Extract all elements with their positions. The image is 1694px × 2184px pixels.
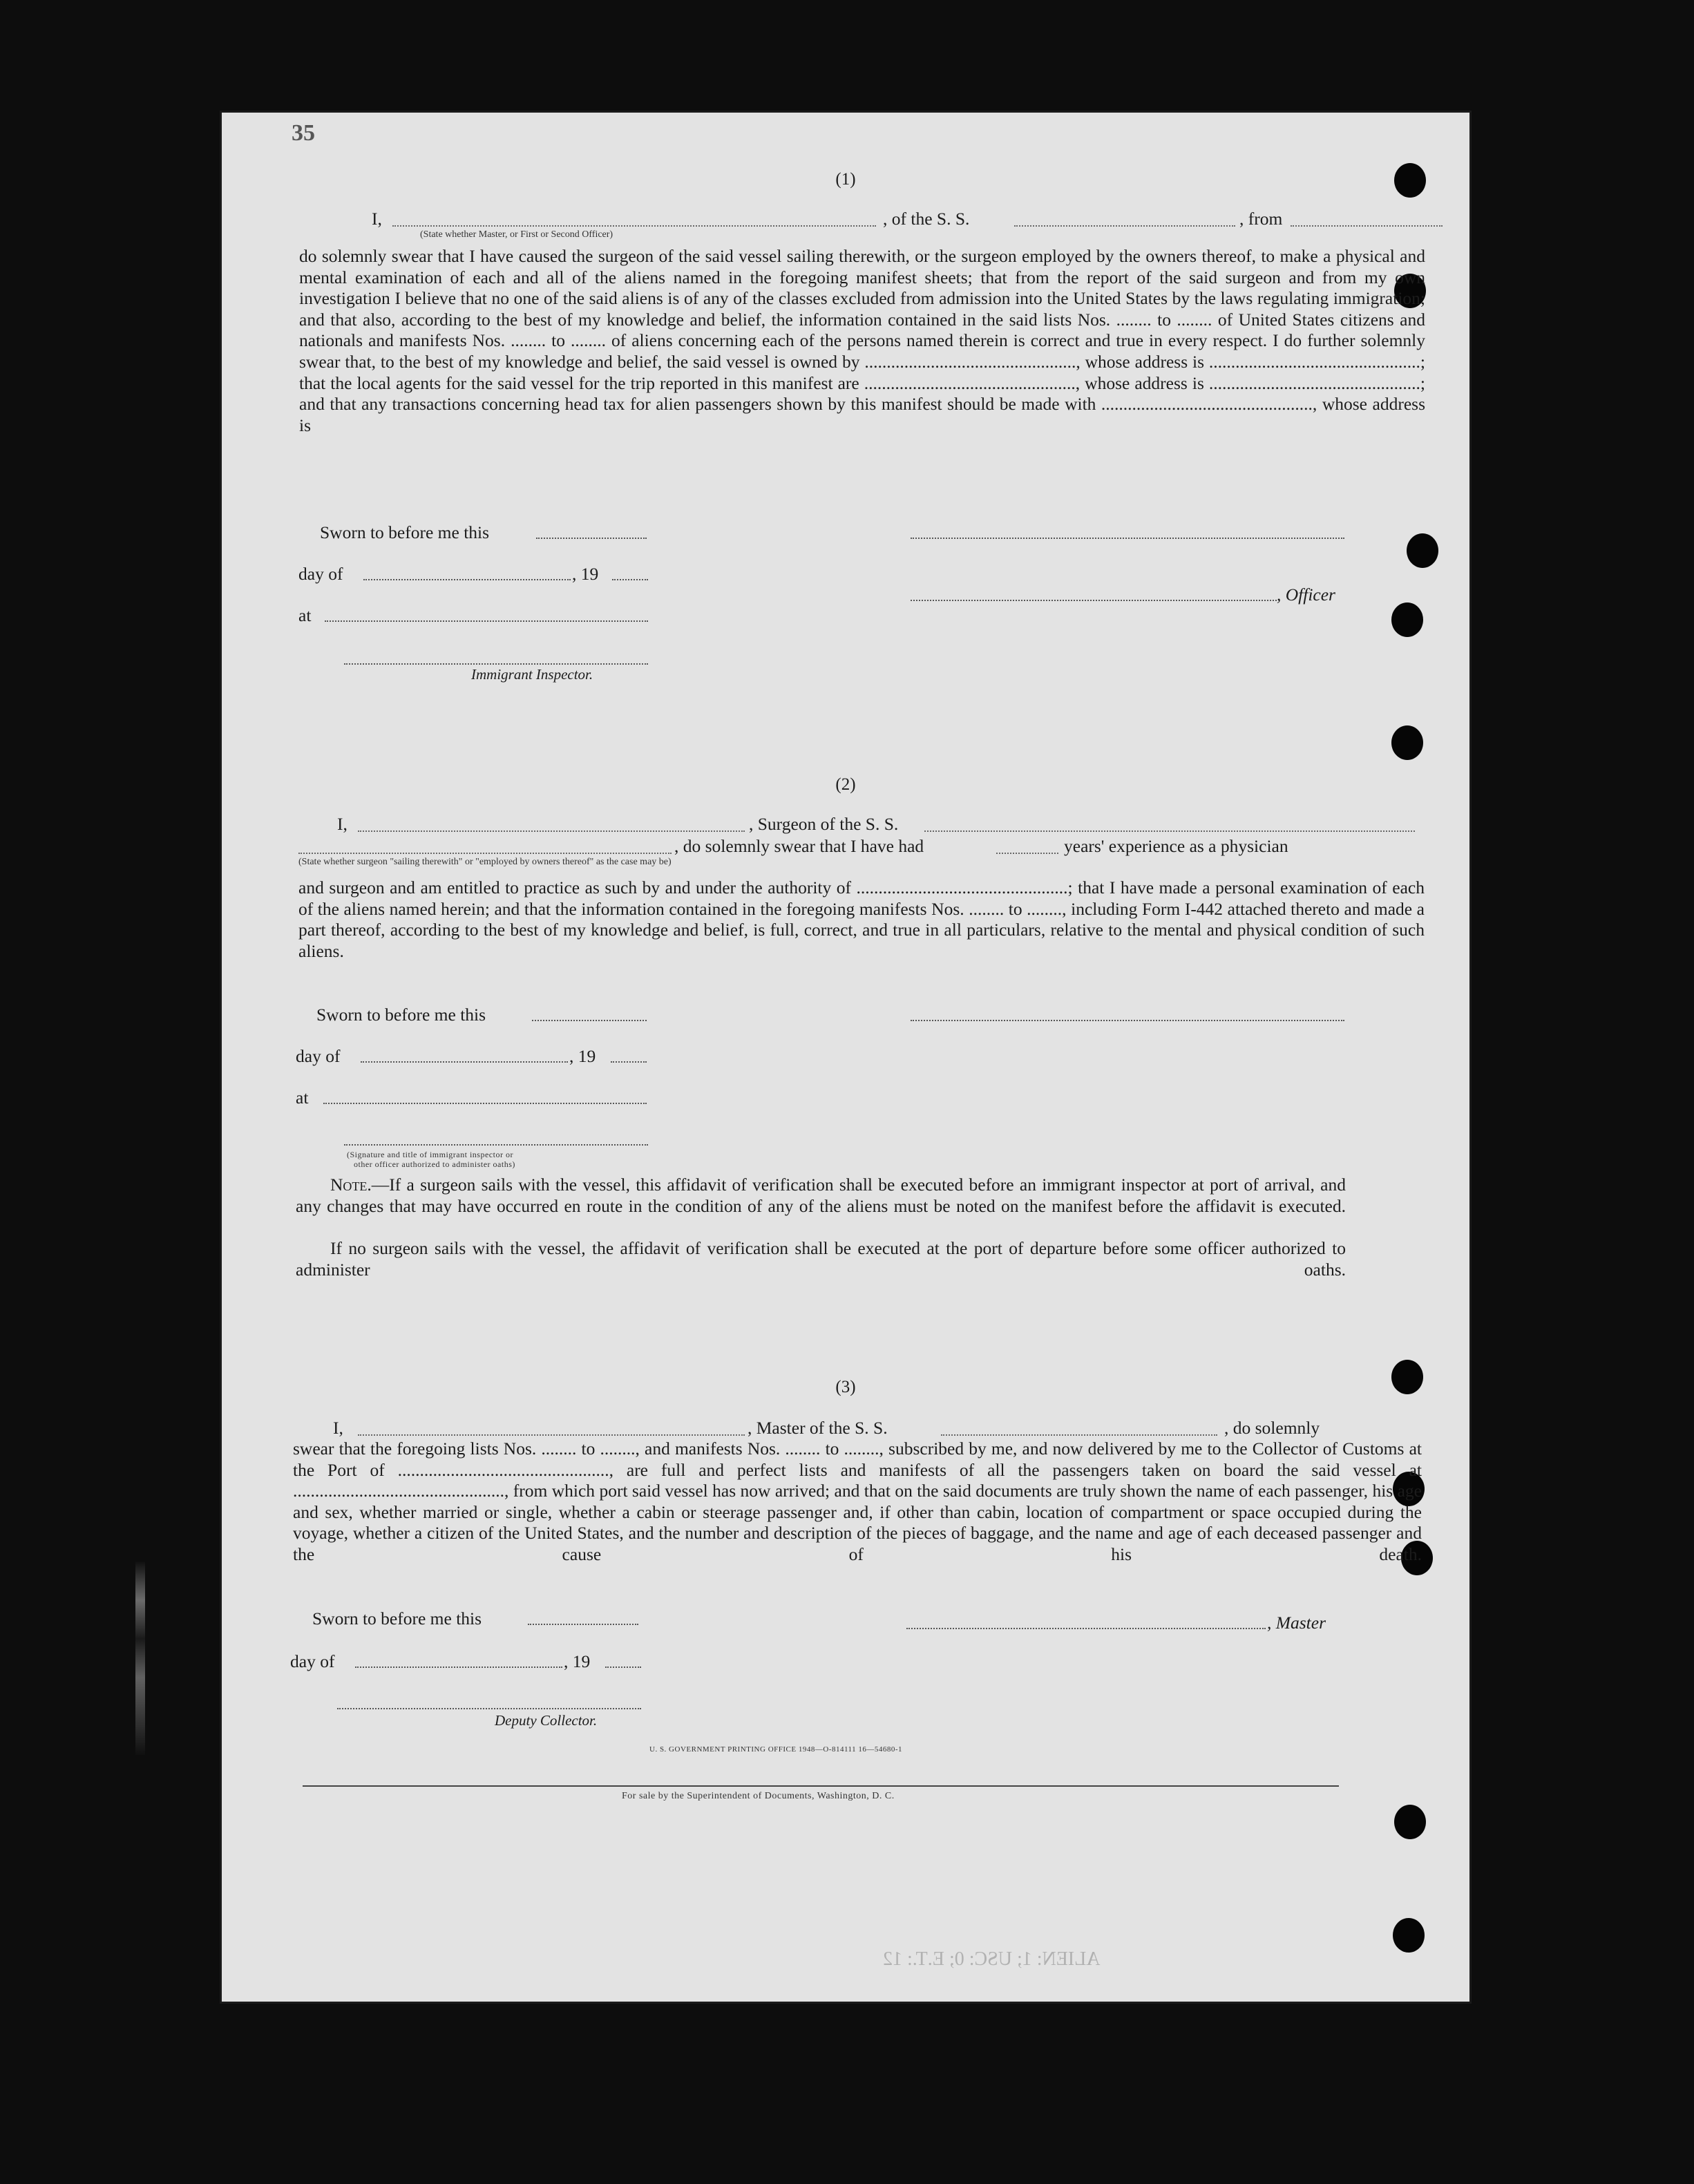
intro-i-3: I,	[333, 1418, 343, 1438]
officer-label: , Officer	[1277, 585, 1335, 605]
scan-artifact	[135, 1561, 145, 1755]
sig-note-line-2: other officer authorized to administer oaths)	[354, 1159, 515, 1169]
deputy-collector-label: Deputy Collector.	[495, 1712, 598, 1729]
section-1-number: (1)	[835, 170, 856, 189]
gpo-imprint: U. S. GOVERNMENT PRINTING OFFICE 1948—O-814111 16—54680-1	[649, 1745, 903, 1754]
of-ss-label: , of the S. S.	[883, 209, 970, 229]
surgeon-ss-label: , Surgeon of the S. S.	[749, 814, 899, 834]
from-label: , from	[1239, 209, 1283, 229]
for-sale-note: For sale by the Superintendent of Documents, Washington, D. C.	[622, 1791, 895, 1801]
day-of-label-3: day of	[290, 1651, 335, 1671]
years-label: years' experience as a physician	[1064, 836, 1288, 856]
punch-hole	[1393, 1918, 1425, 1953]
section-1-state-note: (State whether Master, or First or Second Officer)	[420, 229, 613, 240]
note-text: —If a surgeon sails with the vessel, this affidavit of verification shall be executed before an immigrant inspector at port of arrival, and any changes that may have occurred en route in the condition of any of the aliens must be noted on the manifest before the affidavit is executed.	[296, 1175, 1346, 1216]
nineteen-3: , 19	[564, 1651, 591, 1671]
day-of-label-2: day of	[296, 1046, 341, 1066]
section-2-body: and surgeon and am entitled to practice as such by and under the authority of ................................................; that I have made a personal examination of each of the aliens named herein; and that the information contained in the foregoing manifests Nos. ........ to ........, including Form I-442 attached thereto and made a part thereof, according to the best of my knowledge and belief, is full, correct, and true in all particulars, relative to the mental and physical condition of such aliens.	[298, 877, 1425, 961]
punch-hole	[1394, 1805, 1426, 1839]
page-number-stamp: 35	[292, 120, 315, 146]
manifest-sheet	[220, 111, 1472, 2004]
punch-hole	[1391, 725, 1423, 760]
punch-hole	[1391, 602, 1423, 637]
master-ss-label: , Master of the S. S.	[748, 1418, 888, 1438]
note-text-2: If no surgeon sails with the vessel, the affidavit of verification shall be executed at the port of departure before some officer authorized to administer oaths.	[296, 1238, 1346, 1280]
intro-i-2: I,	[337, 814, 348, 834]
do-solemnly-label: , do solemnly	[1224, 1418, 1320, 1438]
nineteen-2: , 19	[569, 1046, 596, 1066]
section-2-note	[296, 1175, 1346, 1217]
at-label-2: at	[296, 1088, 309, 1108]
section-1-body: do solemnly swear that I have caused the surgeon of the said vessel sailing therewith, or the surgeon employed by the owners thereof, to make a physical and mental examination of each and all of the aliens named in the foregoing manifest sheets; that from the report of the said surgeon and from my own investigation I believe that no one of the said aliens is of any of the classes excluded from admission into the United States by the laws regulating immigration; and that also, according to the best of my knowledge and belief, the information contained in the said lists Nos. ........ to ........ of United States citizens and nationals and manifests Nos. ........ to ........ of aliens concerning each of the persons named therein is correct and true in every respect. I do further solemnly swear that, to the best of my knowledge and belief, the said vessel is owned by ................................................, whose address is ................................................; that the local agents for the said vessel for the trip reported in this manifest are ................................................, whose address is ................................................; and that any transactions concerning head tax for alien passengers shown by this manifest should be made with ................................................, whose address is	[299, 246, 1425, 435]
inspector-label-1: Immigrant Inspector.	[471, 666, 593, 683]
section-3-number: (3)	[835, 1378, 856, 1396]
section-2-number: (2)	[835, 775, 856, 794]
at-label-1: at	[298, 605, 312, 625]
sworn-label-1: Sworn to before me this	[320, 522, 490, 542]
section-2-state-note: (State whether surgeon "sailing therewith" or "employed by owners thereof" as the case may be)	[298, 857, 672, 867]
sworn-label-3: Sworn to before me this	[312, 1608, 482, 1628]
nineteen-1: , 19	[572, 564, 599, 584]
section-3-body: swear that the foregoing lists Nos. ........ to ........, and manifests Nos. ........ to ........, subscribed by me, and now delivered by me to the Collector of Customs at the Port of ................................................, are full and perfect lists and manifests of all the passengers taken on board the said vessel at ................................................, from which port said vessel has now arrived; and that on the said documents are truly shown the name of each passenger, his age and sex, whether married or single, whether a cabin or steerage passenger and, if other than cabin, location of compartment or space occupied during the voyage, whether a citizen of the United States, and the number and description of the pieces of baggage, and the name and age of each deceased passenger and the cause of his death.	[293, 1438, 1422, 1564]
note-label: Note.	[330, 1175, 372, 1195]
day-of-label-1: day of	[298, 564, 343, 584]
sig-note-line-1: (Signature and title of immigrant inspector or	[347, 1150, 513, 1159]
do-swear-label: , do solemnly swear that I have had	[674, 836, 924, 856]
bleed-through-text: ALIEN: 1; USC: 0; E.T.: 12	[883, 1948, 1101, 1970]
master-label: , Master	[1267, 1613, 1326, 1633]
section-2-note-2	[296, 1238, 1346, 1280]
sworn-label-2: Sworn to before me this	[316, 1005, 486, 1025]
punch-hole	[1407, 533, 1438, 568]
intro-i: I,	[372, 209, 382, 229]
